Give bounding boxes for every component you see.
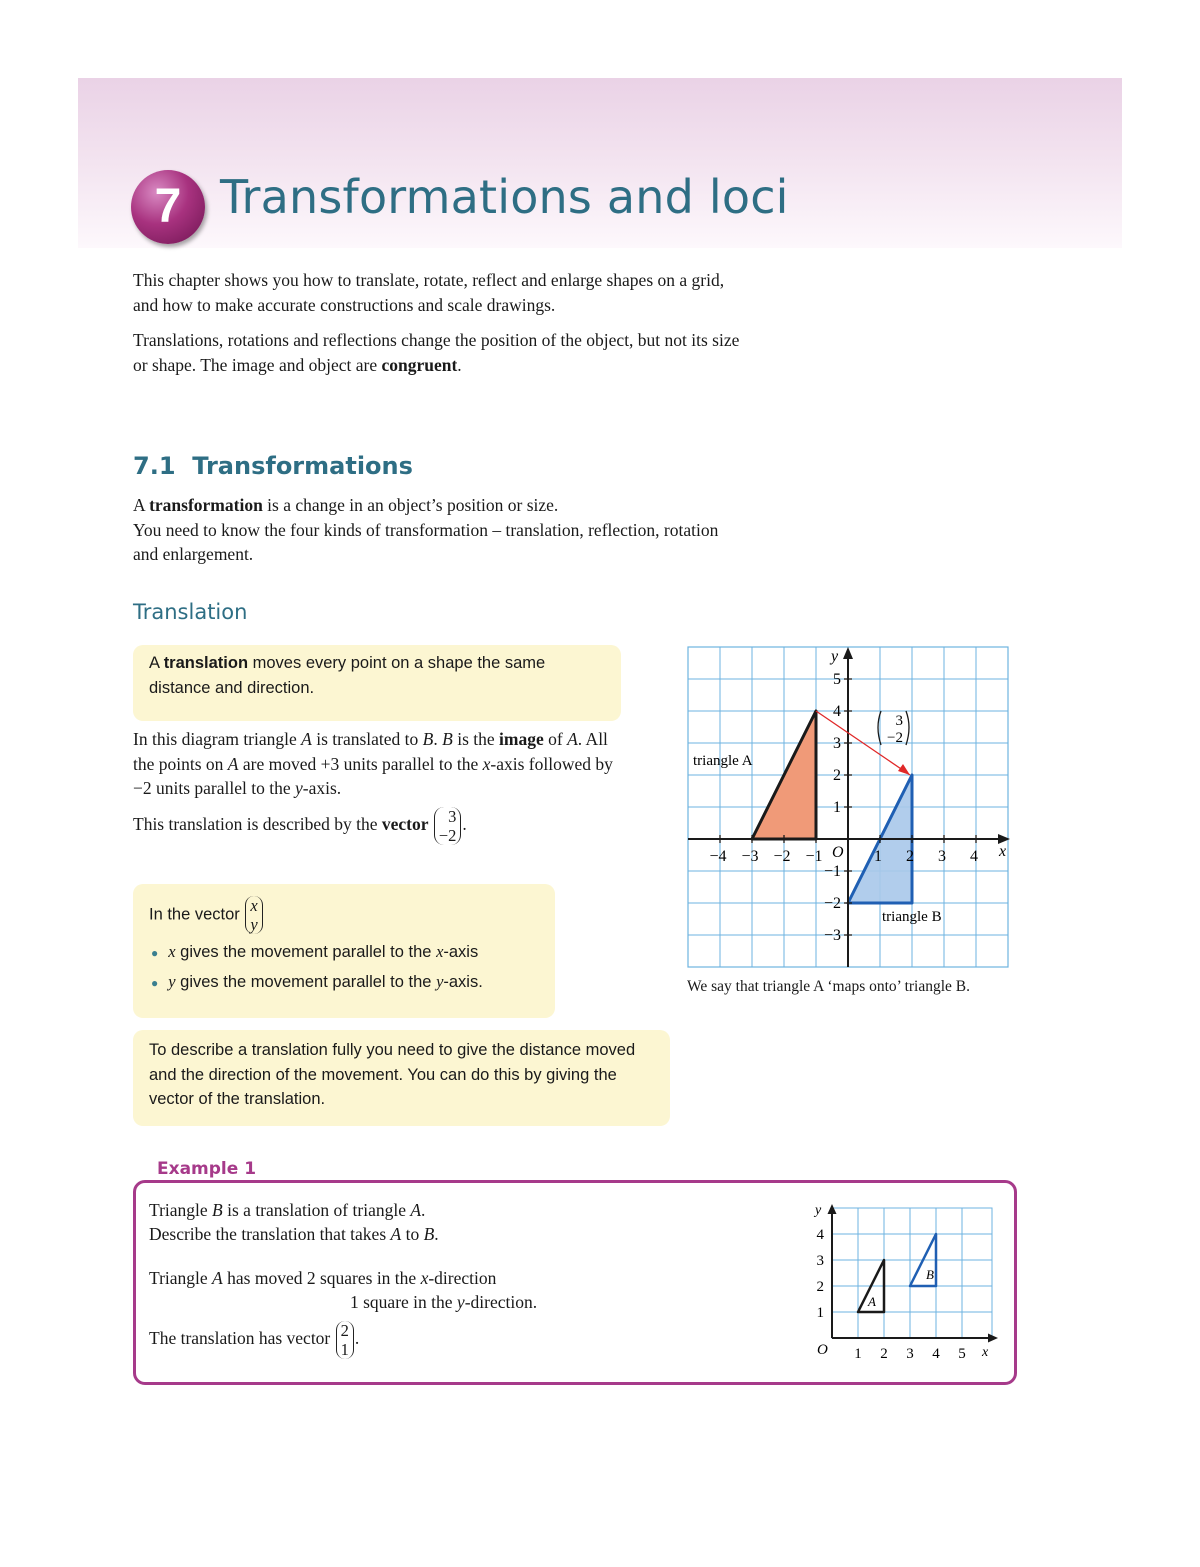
y-tick-label: −3 <box>823 927 841 944</box>
y-tick-label: 2 <box>833 767 841 784</box>
origin-label: O <box>817 1342 828 1358</box>
x-tick-label: 1 <box>874 848 882 865</box>
y-tick-labels <box>817 1227 825 1321</box>
x-tick-label: 4 <box>932 1346 940 1362</box>
svg-text:−2: −2 <box>887 730 903 746</box>
x-axis-label: x <box>999 843 1007 860</box>
x-tick-label: 2 <box>880 1346 888 1362</box>
x-tick-label: −2 <box>773 848 791 865</box>
x-tick-labels <box>709 848 978 865</box>
intro-paragraph-2: Translations, rotations and reflections change the position of the object, but not its size or shape. The image and object are congruent. <box>133 330 740 375</box>
section-title: Transformations <box>192 452 413 480</box>
y-tick-label: 2 <box>816 1279 824 1295</box>
example-graph <box>808 1198 1000 1364</box>
key-point-box-vector <box>133 884 555 1018</box>
x-axis-arrow-icon <box>988 1334 998 1343</box>
chapter-title: Transformations and loci <box>220 170 789 224</box>
x-tick-label: −1 <box>805 848 823 865</box>
example-question-line-2: Describe the translation that takes A to B. <box>149 1224 439 1244</box>
example-question-line-1: Triangle B is a translation of triangle A. <box>149 1200 426 1220</box>
x-tick-label: −4 <box>709 848 727 865</box>
y-tick-label: −2 <box>823 895 841 912</box>
chapter-number-badge: 7 <box>131 170 205 244</box>
y-tick-label: 3 <box>833 735 841 752</box>
bullet-y: ● y gives the movement parallel to the y-axis. <box>151 971 483 991</box>
section-number: 7.1 <box>133 452 176 480</box>
example-answer-line-3: The translation has vector 2 1 . <box>149 1321 360 1359</box>
y-axis-label: y <box>815 1203 822 1218</box>
origin-label: O <box>832 844 844 861</box>
translation-explanation <box>133 727 613 845</box>
y-tick-label: 5 <box>833 671 841 688</box>
example-answer-line-2: 1 square in the y-direction. <box>350 1292 538 1312</box>
y-tick-label: −1 <box>823 863 841 880</box>
example-label: Example 1 <box>148 1159 265 1179</box>
graph-vector-label <box>878 711 909 746</box>
y-axis-label: y <box>831 648 839 665</box>
y-tick-label: 4 <box>833 703 841 720</box>
y-tick-label: 1 <box>816 1305 824 1321</box>
definition-line: A transformation is a change in an object’s position or size. <box>133 495 559 515</box>
graph-caption: We say that triangle A ‘maps onto’ triangle B. <box>687 978 970 995</box>
section-definition <box>133 493 723 567</box>
triangle-b-label: B <box>926 1267 934 1282</box>
bullet-icon: ● <box>151 975 159 990</box>
x-tick-label: 2 <box>906 848 914 865</box>
example-vector: 2 1 <box>336 1321 354 1359</box>
x-axis-label: x <box>982 1345 989 1360</box>
key-point-box-translation: A translation moves every point on a shape the same distance and direction. <box>133 645 621 721</box>
triangle-a-label: A <box>868 1294 876 1309</box>
x-tick-label: 3 <box>906 1346 914 1362</box>
x-tick-label: 4 <box>970 848 978 865</box>
y-axis-arrow-icon <box>828 1204 837 1214</box>
x-tick-label: 5 <box>958 1346 966 1362</box>
vector-intro: In the vector x y <box>149 896 539 934</box>
axes <box>828 1204 999 1343</box>
keyword-transformation: transformation <box>149 495 263 515</box>
x-tick-label: 1 <box>854 1346 862 1362</box>
y-tick-label: 3 <box>816 1253 824 1269</box>
section-heading <box>133 452 413 480</box>
translation-vector: 3 −2 <box>434 807 462 845</box>
translation-heading: Translation <box>133 600 248 624</box>
x-tick-labels <box>854 1346 966 1362</box>
grid <box>832 1208 992 1338</box>
keyword-translation: translation <box>163 654 249 672</box>
chapter-intro <box>133 268 753 388</box>
keyword-image: image <box>499 729 544 749</box>
x-tick-label: 3 <box>938 848 946 865</box>
triangle-a-label: triangle A <box>693 753 753 769</box>
translation-body: In this diagram triangle A is translated to B. B is the image of A. All the points on A are moved +3 units parallel to the x-axis followed by −2 units parallel to the y-axis. <box>133 729 613 798</box>
definition-kinds: You need to know the four kinds of transformation – translation, reflection, rotation and enlargement. <box>133 519 719 564</box>
y-tick-label: 4 <box>816 1227 824 1243</box>
key-point-box-describe: To describe a translation fully you need to give the distance moved and the direction of the movement. You can do this by giving the vector of the translation. <box>133 1030 670 1126</box>
x-tick-label: −3 <box>741 848 759 865</box>
bullet-x: ● x gives the movement parallel to the x-axis <box>151 942 479 961</box>
vector-description: This translation is described by the vector 3 −2 . <box>133 806 467 845</box>
y-axis-arrow-icon <box>843 647 853 659</box>
svg-text:3: 3 <box>895 713 903 729</box>
keyword-congruent: congruent <box>381 354 458 375</box>
translation-graph <box>678 635 1014 975</box>
example-answer-line-1: Triangle A has moved 2 squares in the x-direction <box>149 1268 497 1288</box>
y-tick-label: 1 <box>833 799 841 816</box>
bullet-icon: ● <box>151 946 159 960</box>
arrow-head-icon <box>898 764 910 775</box>
triangle-b-label: triangle B <box>882 909 942 925</box>
xy-vector: x y <box>245 896 262 934</box>
keyword-vector: vector <box>381 813 429 834</box>
intro-paragraph-1: This chapter shows you how to translate, rotate, reflect and enlarge shapes on a grid, and how to make accurate constructions and scale drawings. <box>133 270 725 315</box>
